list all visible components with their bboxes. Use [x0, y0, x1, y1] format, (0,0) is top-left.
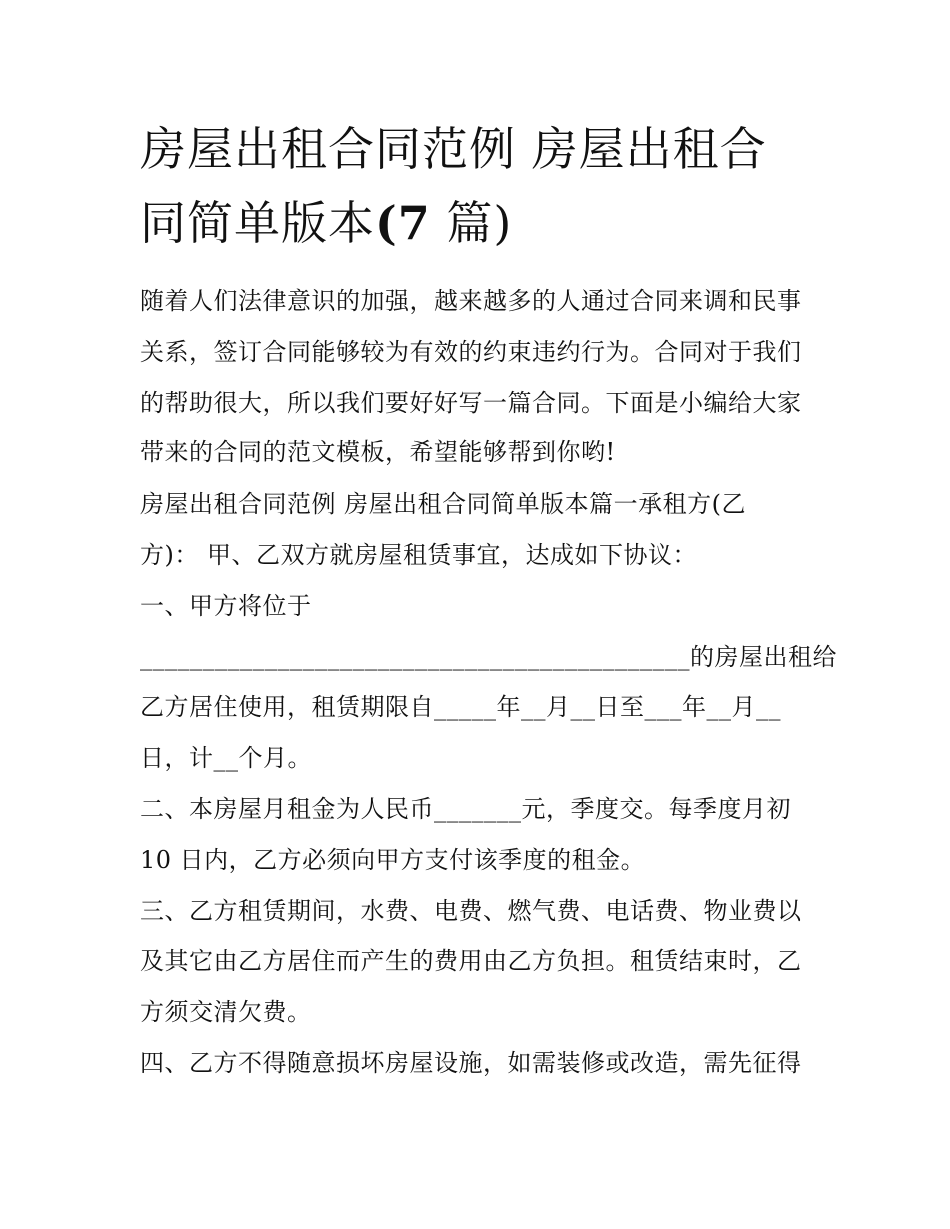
- body-line: 的帮助很大，所以我们要好好写一篇合同。下面是小编给大家: [140, 389, 802, 417]
- body-line: 方)： 甲、乙双方就房屋租赁事宜，达成如下协议：: [140, 541, 697, 569]
- body-line: 随着人们法律意识的加强，越来越多的人通过合同来调和民事: [140, 287, 802, 315]
- body-line: 四、乙方不得随意损坏房屋设施，如需装修或改造，需先征得: [140, 1049, 802, 1077]
- body-line: 10 日内，乙方必须向甲方支付该季度的租金。: [140, 846, 646, 874]
- body-line: 及其它由乙方居住而产生的费用由乙方负担。租赁结束时，乙: [140, 947, 802, 975]
- document-title: [140, 112, 820, 260]
- body-line: ____________________________________________的房屋出租给: [140, 643, 837, 671]
- body-line: 乙方居住使用，租赁期限自_____年__月__日至___年__月__: [140, 693, 781, 721]
- title-line-2-suffix: 篇): [430, 196, 513, 250]
- body-line: 带来的合同的范文模板，希望能够帮到你哟!: [140, 438, 616, 466]
- body-line: 日，计__个月。: [140, 744, 312, 772]
- body-line: 一、甲方将位于: [140, 592, 312, 620]
- title-line-2-count: (7: [375, 196, 431, 250]
- body-line: 关系，签订合同能够较为有效的约束违约行为。合同对于我们: [140, 338, 802, 366]
- title-line-2-text: 同简单版本: [140, 196, 375, 250]
- title-line-1: 房屋出租合同范例 房屋出租合: [140, 122, 767, 176]
- body-line: 二、本房屋月租金为人民币_______元，季度交。每季度月初: [140, 795, 791, 823]
- body-line: 房屋出租合同范例 房屋出租合同简单版本篇一承租方(乙: [140, 490, 746, 518]
- body-line: 方须交清欠费。: [140, 998, 312, 1026]
- body-line: 三、乙方租赁期间，水费、电费、燃气费、电话费、物业费以: [140, 897, 802, 925]
